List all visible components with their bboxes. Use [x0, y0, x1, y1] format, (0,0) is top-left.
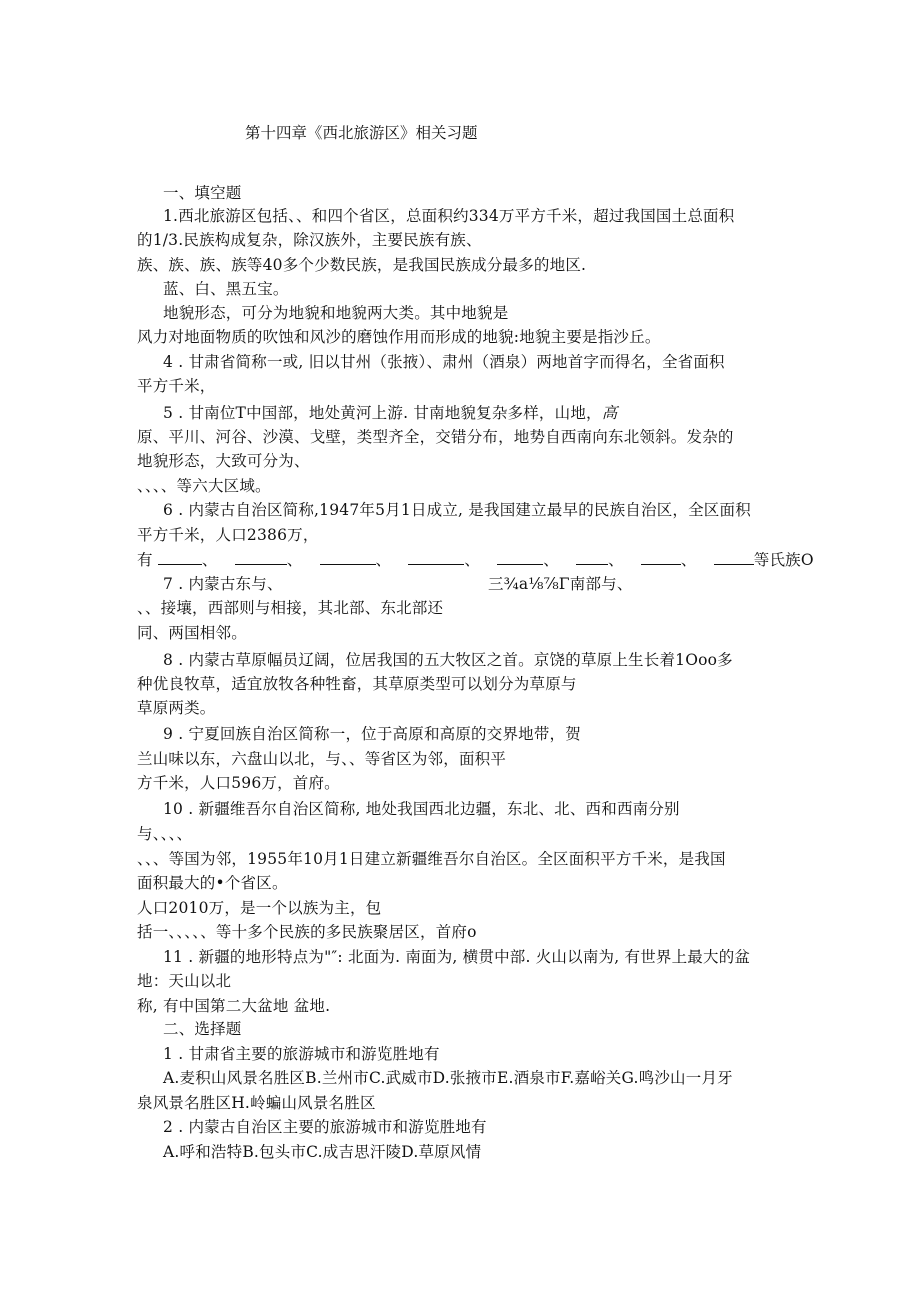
blank-line	[137, 550, 814, 570]
answer-blank	[576, 550, 608, 565]
text-line: 、、、等国为邻，1955年10月1日建立新疆维吾尔自治区。全区面积平方千米，是我国	[137, 850, 726, 868]
text-line: 1.西北旅游区包括、、和四个省区，总面积约334万平方千米，超过我国国土总面积	[163, 207, 735, 225]
answer-blank	[158, 550, 202, 565]
text-line: 6 . 内蒙古自治区简称,1947年5月1日成立, 是我国建立最早的民族自治区，全区面积	[163, 501, 751, 519]
options-line: A.麦积山风景名胜区B.兰州市C.武威市D.张掖市E.酒泉市F.嘉峪关G.鸣沙山一月牙	[163, 1069, 733, 1087]
answer-blank	[714, 550, 754, 565]
text-line: 8 . 内蒙古草原幅员辽阔，位居我国的五大牧区之首。京饶的草原上生长着1Ooo多	[163, 651, 733, 669]
text-line: 9 . 宁夏回族自治区简称一，位于高原和高原的交界地带，贺	[163, 725, 581, 743]
question-line: 2 . 内蒙古自治区主要的旅游城市和游览胜地有	[163, 1118, 487, 1136]
text-line: 11 . 新疆的地形特点为"″: 北面为. 南面为, 横贯中部. 火山以南为, 有世界上最大的盆	[163, 948, 751, 966]
separator: 、	[543, 551, 559, 569]
options-line: A.呼和浩特B.包头市C.成吉思汗陵D.草原风情	[163, 1143, 482, 1161]
text-span: 5 . 甘南位T中国部，地处黄河上游. 甘南地貌复杂多样，山地，	[163, 404, 602, 422]
text-line: 族、族、族、族等40多个少数民族，是我国民族成分最多的地区.	[137, 256, 587, 274]
text-line: 风力对地面物质的吹蚀和风沙的磨蚀作用而形成的地貌:地貌主要是指沙丘。	[137, 328, 661, 346]
question-line: 1 . 甘肃省主要的旅游城市和游览胜地有	[163, 1045, 440, 1063]
separator: 、	[375, 551, 392, 569]
separator: 、	[680, 551, 697, 569]
answer-blank	[497, 550, 543, 565]
section-heading-choice: 二、选择题	[163, 1020, 242, 1038]
answer-blank	[235, 550, 287, 565]
answer-blank	[641, 550, 681, 565]
text-line: 人口2010万，是一个以族为主，包	[137, 899, 382, 917]
text-line: 10 . 新疆维吾尔自治区简称, 地处我国西北边疆，东北、北、西和西南分别	[163, 800, 680, 818]
text-line: 、、接壤，西部则与相接，其北部、东北部还	[137, 599, 444, 617]
text-line: 的1/3.民族构成复杂，除汉族外，主要民族有族、	[137, 231, 482, 249]
text-line: 与、、、、	[137, 825, 193, 843]
text-line: 同、两国相邻。	[137, 624, 247, 642]
text-line: 平方千米，人口2386万，	[137, 526, 319, 544]
text-line: 7 . 内蒙古东与、	[163, 575, 283, 593]
text-line: 草原两类。	[137, 699, 216, 717]
text-span-italic: 高	[601, 404, 618, 422]
options-line: 泉风景名胜区H.岭蝙山风景名胜区	[137, 1094, 376, 1112]
text-line: 方千米，人口596万，首府。	[137, 774, 340, 792]
text-line: 面积最大的•个省区。	[137, 874, 288, 892]
page-title: 第十四章《西北旅游区》相关习题	[245, 124, 478, 142]
text-line: 地貌形态，大致可分为、	[137, 452, 310, 470]
text-line: 地貌形态，可分为地貌和地貌两大类。其中地貌是	[163, 304, 509, 322]
text-line: 、、、、等六大区域。	[137, 477, 271, 495]
text-line: 称, 有中国第二大盆地 盆地.	[137, 997, 331, 1015]
text-line: 地：天山以北	[137, 972, 232, 990]
text-line: 蓝、白、黑五宝。	[163, 280, 289, 298]
answer-blank	[320, 550, 376, 565]
text-line: 平方千米，	[137, 377, 216, 395]
separator: 、	[464, 551, 481, 569]
text-line	[163, 403, 617, 423]
text-line: 原、平川、河谷、沙漠、戈壁，类型齐全，交错分布，地势自西南向东北领斜。发杂的	[137, 428, 734, 446]
text-line: 兰山味以东，六盘山以北，与、、等省区为邻，面积平	[137, 750, 507, 768]
text-line: 三¾a⅛⅞Γ南部与、	[488, 575, 633, 593]
answer-blank	[408, 550, 464, 565]
separator: 、	[201, 551, 218, 569]
separator: 、	[286, 551, 303, 569]
text-span: 有	[137, 551, 153, 569]
separator: 、	[608, 551, 624, 569]
text-line: 4 . 甘肃省简称一或, 旧以甘州（张掖）、肃州（酒泉）两地首字而得名，全省面积	[163, 353, 725, 371]
text-span: 等氏族O	[753, 551, 814, 569]
section-heading-fill-in: 一、填空题	[163, 184, 242, 202]
text-line: 种优良牧草，适宜放牧各种牲畜，其草原类型可以划分为草原与	[137, 675, 577, 693]
text-line: 括一、、、、、等十多个民族的多民族聚居区，首府o	[137, 923, 477, 941]
